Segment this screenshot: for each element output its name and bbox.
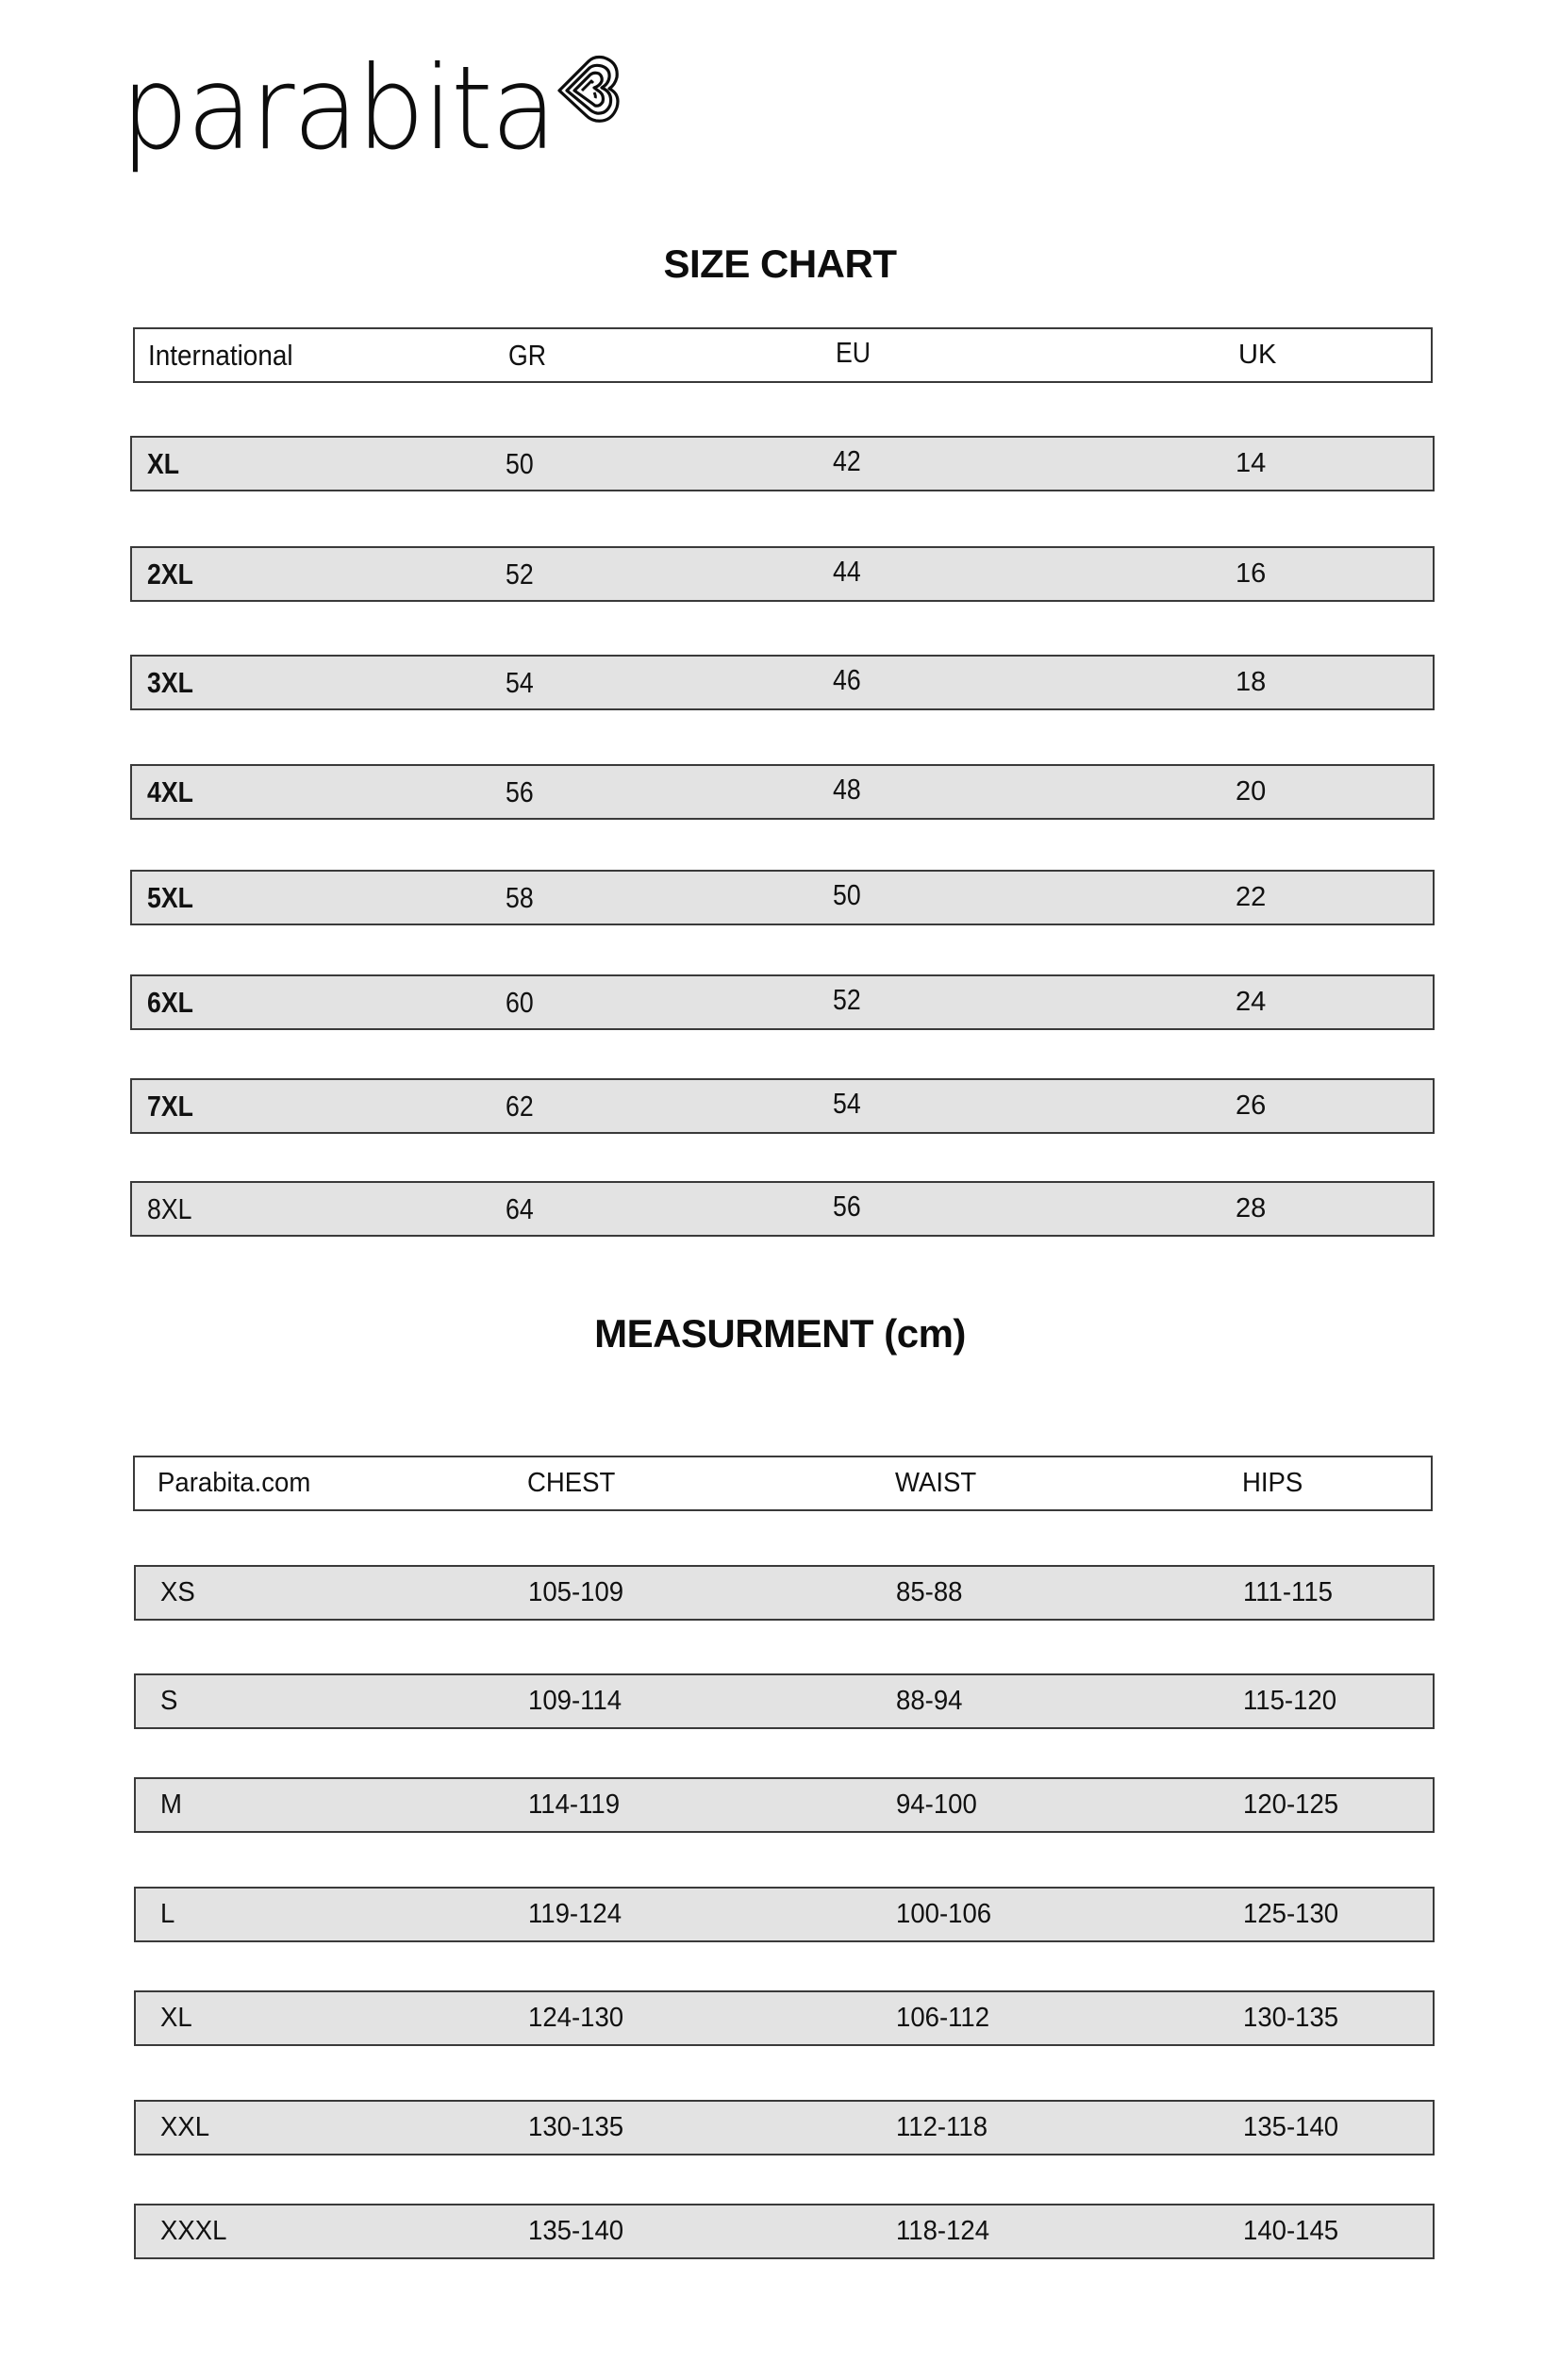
measurement-chest: 130-135 [528,2112,624,2142]
measurement-waist: 100-106 [896,1899,992,1929]
column-header-chest: CHEST [527,1468,616,1498]
column-header-international: International [148,339,293,372]
size-uk: 18 [1236,667,1267,697]
size-uk: 22 [1236,882,1267,912]
measurement-chest: 135-140 [528,2216,624,2246]
size-international: 3XL [147,666,193,699]
column-header-uk: UK [1238,340,1277,370]
size-chart-header-row [133,327,1433,383]
size-uk: 24 [1236,987,1267,1017]
measurement-hips: 130-135 [1243,2003,1339,2033]
measurement-size: XXXL [160,2216,227,2246]
measurement-chest: 114-119 [528,1789,621,1820]
table-row [130,546,1435,602]
size-international: 6XL [147,986,193,1019]
measurement-chest: 124-130 [528,2003,624,2033]
size-international: 7XL [147,1090,193,1123]
table-row [130,764,1435,820]
size-uk: 20 [1236,776,1267,807]
measurement-hips: 120-125 [1243,1789,1339,1820]
measurement-hips: 115-120 [1243,1686,1337,1716]
size-eu: 48 [833,773,861,806]
measurement-waist: 88-94 [896,1686,963,1716]
measurement-waist: 112-118 [896,2112,988,2142]
measurement-chest: 109-114 [528,1686,622,1716]
table-row [134,1887,1435,1942]
parabita-heart-logo-icon [556,55,622,126]
column-header-eu: EU [836,336,871,369]
measurement-hips: 125-130 [1243,1899,1339,1929]
measurement-waist: 106-112 [896,2003,990,2033]
size-eu: 54 [833,1087,861,1120]
size-international: 8XL [147,1192,192,1225]
measurement-size: XL [160,2003,192,2033]
table-row [134,1777,1435,1833]
size-chart-title: SIZE CHART [663,241,897,286]
table-row [130,1181,1435,1237]
size-international: 5XL [147,881,193,914]
table-row [134,2100,1435,2155]
size-gr: 52 [506,558,534,591]
size-eu: 50 [833,878,861,911]
size-gr: 60 [506,986,534,1019]
size-international: XL [147,447,180,480]
measurement-hips: 111-115 [1243,1577,1333,1607]
measurement-hips: 140-145 [1243,2216,1339,2246]
size-gr: 64 [506,1192,534,1225]
brand-wordmark: parabita [121,42,556,175]
table-row [130,436,1435,491]
measurement-chest: 105-109 [528,1577,624,1607]
measurement-waist: 85-88 [896,1577,963,1607]
size-gr: 50 [506,447,534,480]
measurement-waist: 118-124 [896,2216,990,2246]
measurement-size: XXL [160,2112,210,2142]
size-uk: 26 [1236,1090,1267,1121]
table-row [134,1990,1435,2046]
table-row [134,1673,1435,1729]
brand-logo [121,38,649,179]
measurement-size: M [160,1789,182,1820]
table-row [130,1078,1435,1134]
size-uk: 14 [1236,448,1267,478]
size-international: 4XL [147,775,193,808]
column-header-hips: HIPS [1242,1468,1303,1498]
measurement-size: S [160,1686,178,1716]
size-international: 2XL [147,558,193,591]
size-eu: 56 [833,1190,861,1223]
measurement-chest: 119-124 [528,1899,622,1929]
column-header-gr: GR [508,339,546,372]
table-row [130,655,1435,710]
measurement-hips: 135-140 [1243,2112,1339,2142]
size-eu: 42 [833,444,861,477]
table-row [134,1565,1435,1621]
size-eu: 46 [833,663,861,696]
size-uk: 16 [1236,558,1267,589]
size-gr: 54 [506,666,534,699]
size-eu: 44 [833,555,861,588]
size-eu: 52 [833,983,861,1016]
size-gr: 56 [506,775,534,808]
measurement-size: XS [160,1577,195,1607]
measurement-waist: 94-100 [896,1789,977,1820]
size-gr: 62 [506,1090,534,1123]
measurement-size: L [160,1899,175,1929]
size-gr: 58 [506,881,534,914]
table-row [134,2204,1435,2259]
column-header-waist: WAIST [895,1468,977,1498]
measurement-title: MEASURMENT (cm) [594,1311,966,1356]
table-row [130,974,1435,1030]
size-uk: 28 [1236,1193,1267,1223]
measurement-header-row [133,1456,1433,1511]
table-row [130,870,1435,925]
column-header-parabita: Parabita.com [158,1468,311,1498]
